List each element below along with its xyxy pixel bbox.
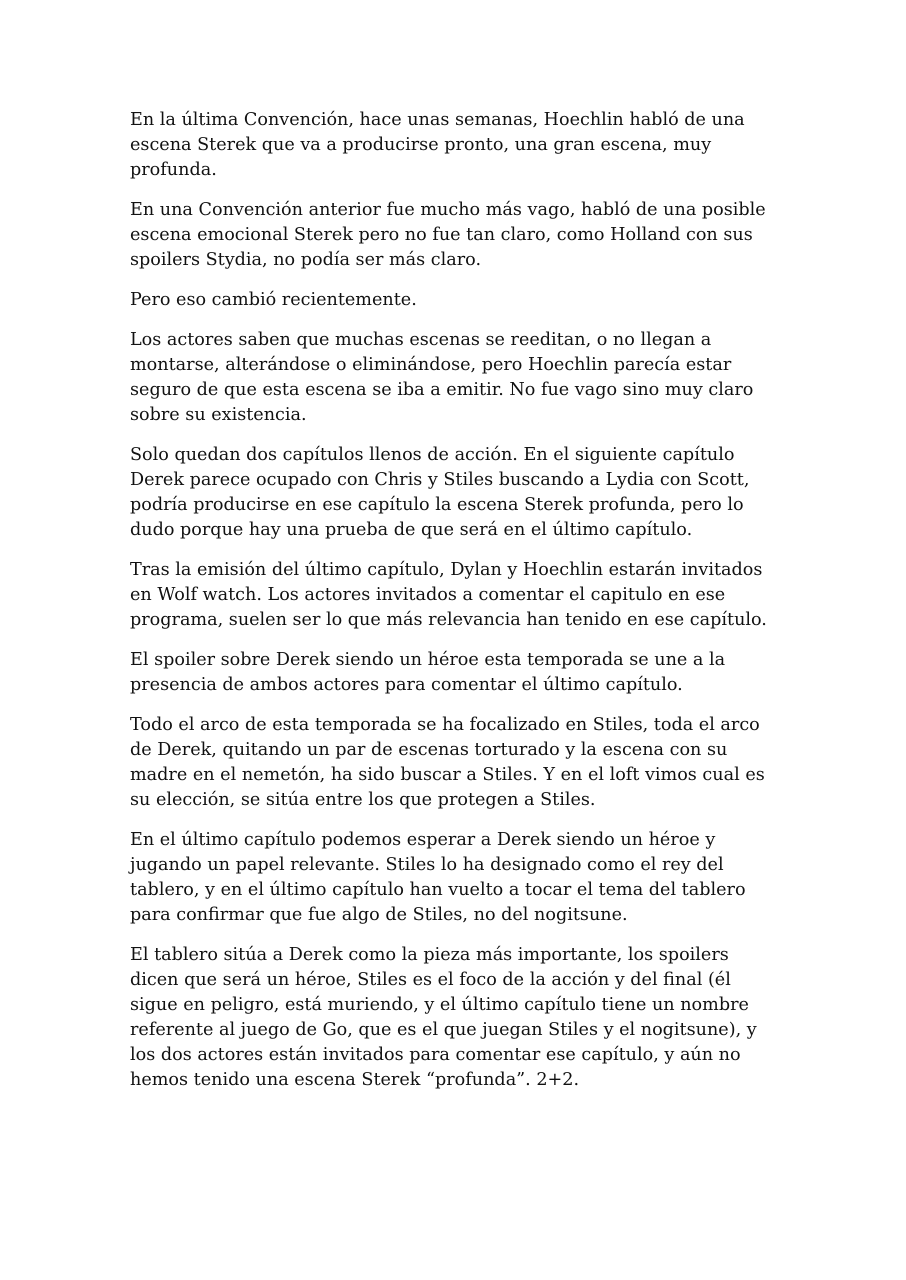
- paragraph-1: En la última Convención, hace unas semanas, Hoechlin habló de una escena Sterek que va a producirse pronto, una gran escena, muy profunda.: [130, 110, 745, 180]
- paragraph-7: El spoiler sobre Derek siendo un héroe esta temporada se une a la presencia de ambos actores para comentar el último capítulo.: [130, 650, 726, 695]
- paragraph-8: Todo el arco de esta temporada se ha focalizado en Stiles, toda el arco de Derek, quitando un par de escenas torturado y la escena con su madre en el nemetón, ha sido buscar a Stiles. Y en el loft vimos cual es su elección, se sitúa entre los que protegen a Stiles.: [130, 715, 765, 810]
- paragraph-6: Tras la emisión del último capítulo, Dylan y Hoechlin estarán invitados en Wolf watch. Los actores invitados a comentar el capitulo en ese programa, suelen ser lo que más relevancia han tenido en ese capítulo.: [130, 560, 767, 630]
- paragraph-5: Solo quedan dos capítulos llenos de acción. En el siguiente capítulo Derek parece ocupado con Chris y Stiles buscando a Lydia con Scott, podría producirse en ese capítulo la escena Sterek profunda, pero lo dudo porque hay una prueba de que será en el último capítulo.: [130, 445, 750, 540]
- paragraph-9: En el último capítulo podemos esperar a Derek siendo un héroe y jugando un papel relevante. Stiles lo ha designado como el rey del tablero, y en el último capítulo han vuelto a tocar el tema del tablero para confirmar que fue algo de Stiles, no del nogitsune.: [130, 830, 746, 925]
- paragraph-10: El tablero sitúa a Derek como la pieza más importante, los spoilers dicen que será un héroe, Stiles es el foco de la acción y del final (él sigue en peligro, está muriendo, y el último capítulo tiene un nombre referente al juego de Go, que es el que juegan Stiles y el nogitsune), y los dos actores están invitados para comentar ese capítulo, y aún no hemos tenido una escena Sterek “profunda”. 2+2.: [130, 945, 757, 1090]
- paragraph-4: Los actores saben que muchas escenas se reeditan, o no llegan a montarse, alterándose o eliminándose, pero Hoechlin parecía estar seguro de que esta escena se iba a emitir. No fue vago sino muy claro sobre su existencia.: [130, 330, 754, 425]
- document-body: [130, 108, 780, 1108]
- paragraph-3: Pero eso cambió recientemente.: [130, 290, 417, 310]
- paragraph-2: En una Convención anterior fue mucho más vago, habló de una posible escena emocional Sterek pero no fue tan claro, como Holland con sus spoilers Stydia, no podía ser más claro.: [130, 200, 766, 270]
